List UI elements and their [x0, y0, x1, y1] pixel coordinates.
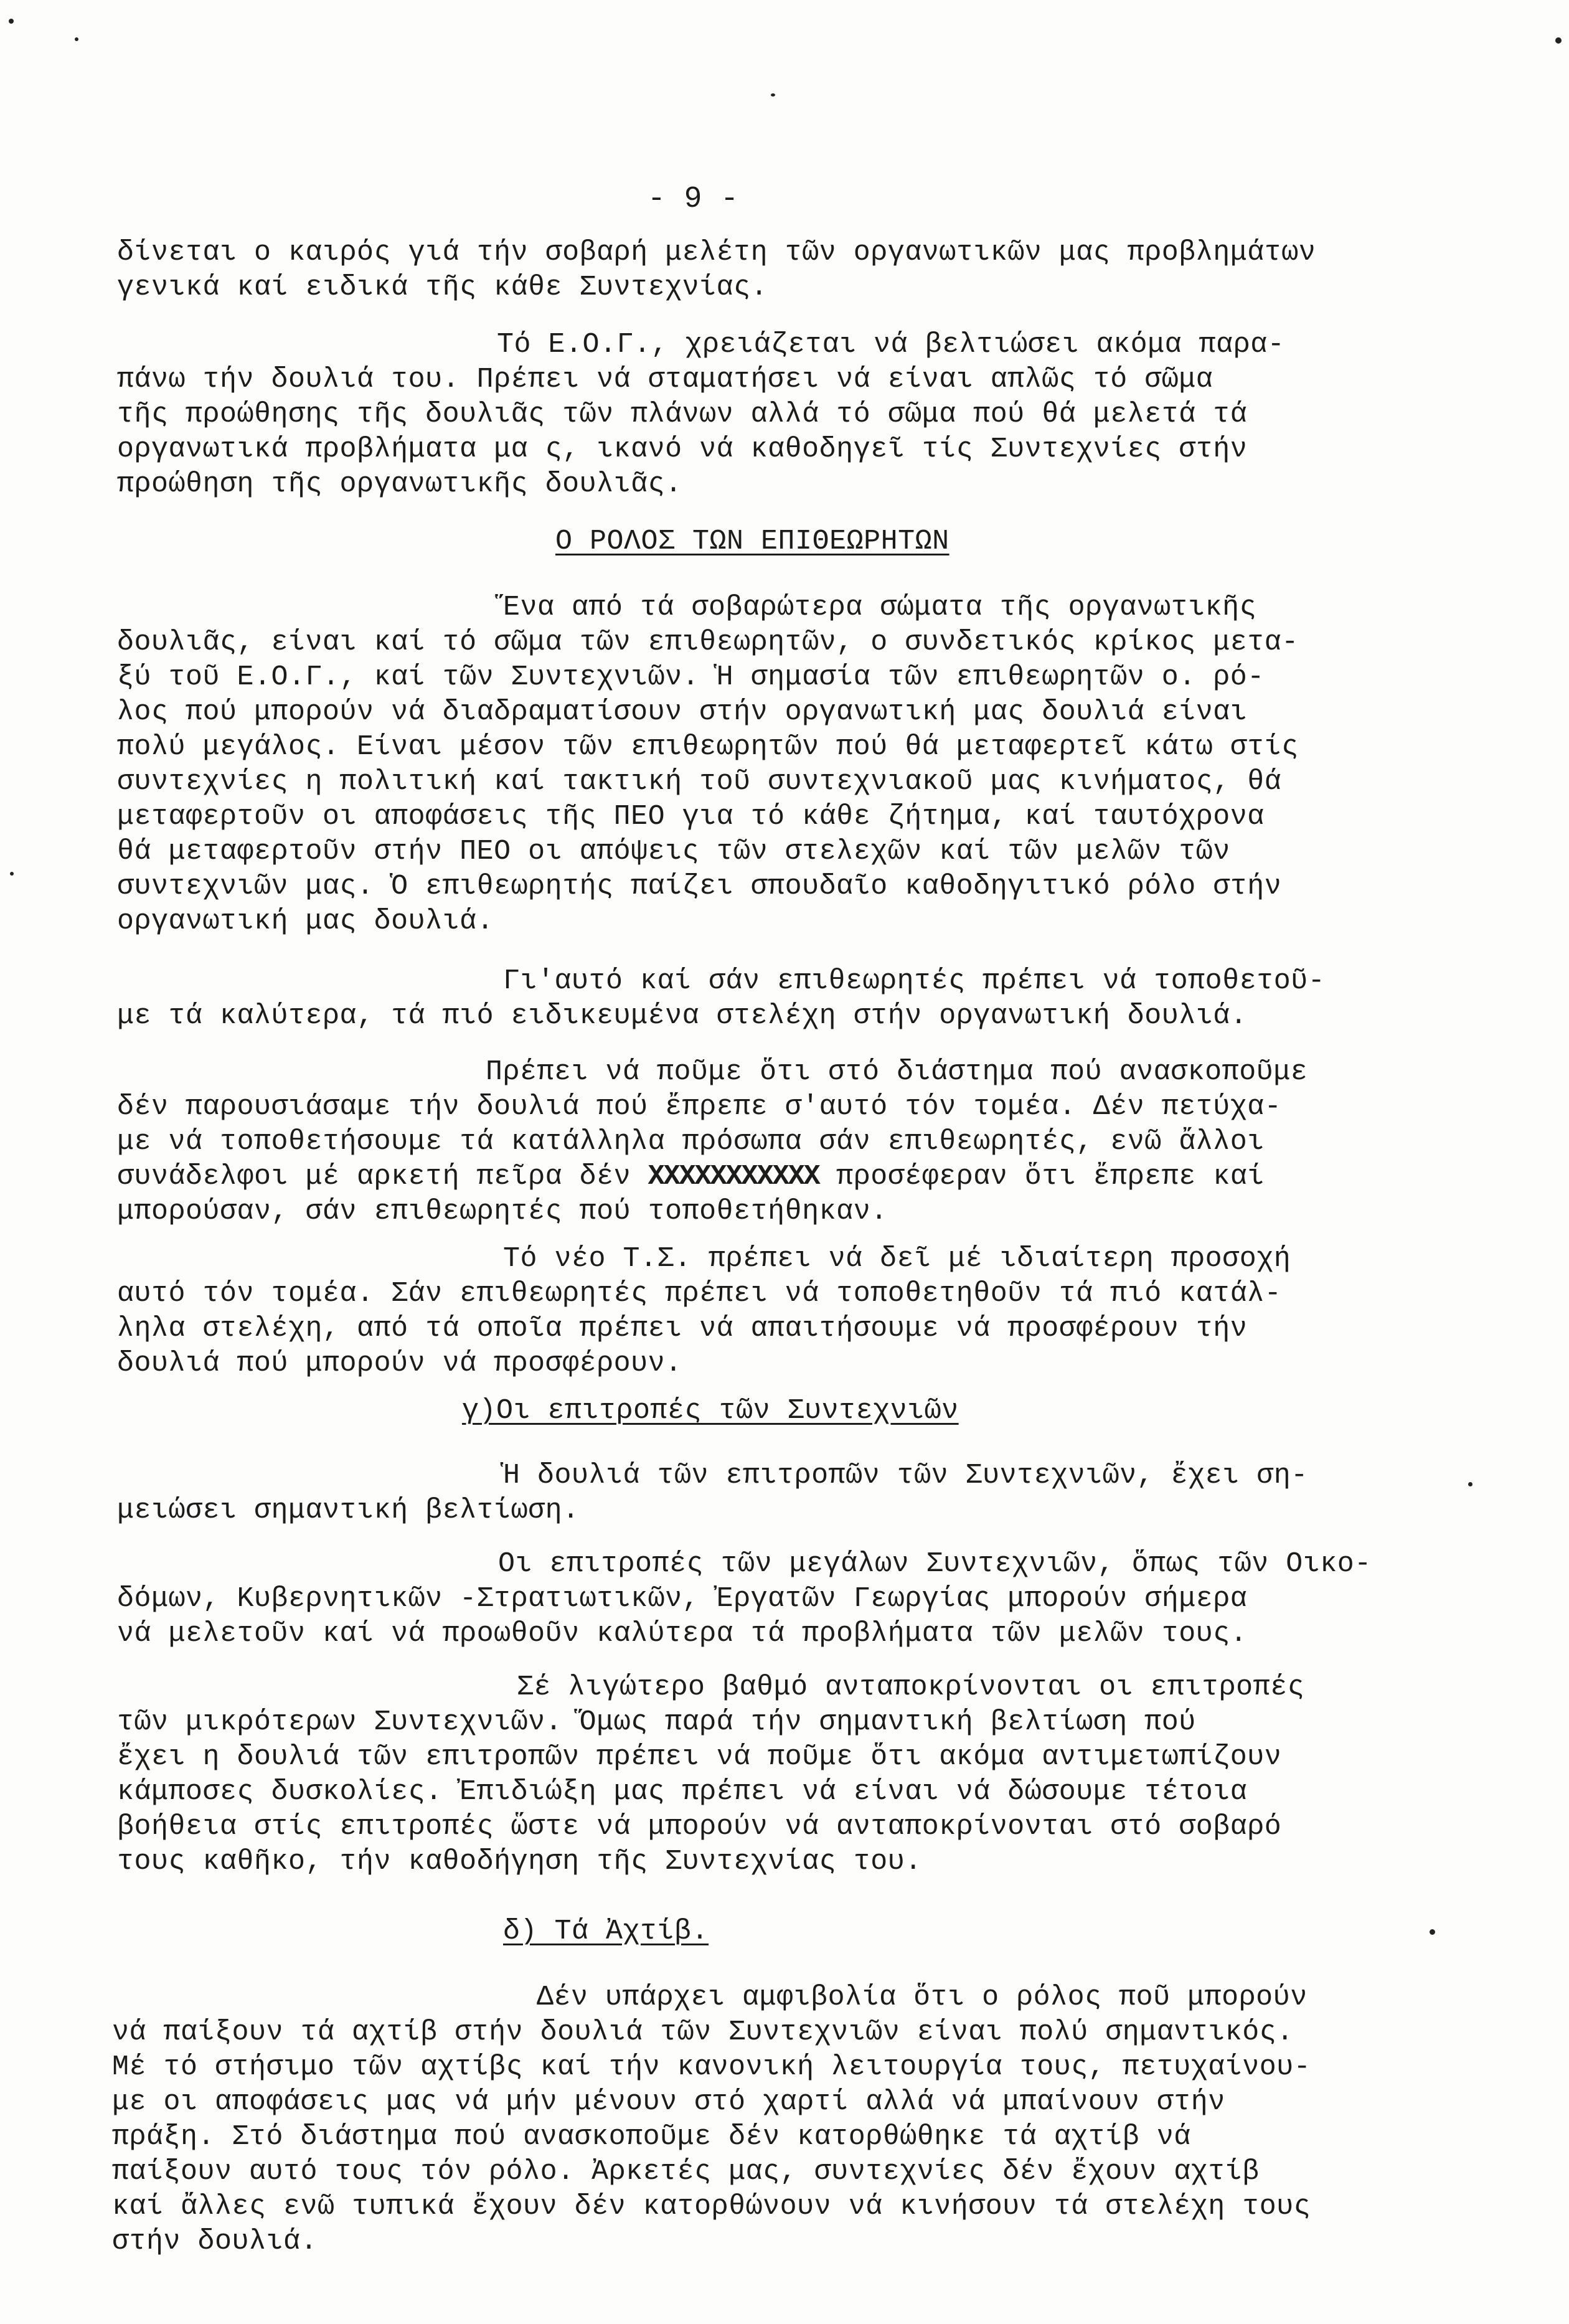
scan-speck	[75, 37, 78, 41]
scan-speck	[1555, 37, 1562, 44]
text-line: τῶν μικρότερων Συντεχνιῶν. Ὅμως παρά τήν σημαντική βελτίωση πού	[117, 1706, 1196, 1738]
text-line: Μέ τό στήσιμο τῶν αχτίβς καί τήν κανονική λειτουργία τους, πετυχαίνου-	[112, 2051, 1311, 2083]
scan-speck	[771, 93, 775, 97]
text-line: οργανωτική μας δουλιά.	[117, 905, 494, 937]
section-heading: γ)Οι επιτροπές τῶν Συντεχνιῶν	[462, 1395, 959, 1427]
text-line	[117, 1160, 1265, 1194]
text-line: παίξουν αυτό τους τόν ρόλο. Ἀρκετές μας, συντεχνίες δέν ἔχουν αχτίβ	[112, 2156, 1260, 2188]
text-line: καί ἄλλες ενῶ τυπικά ἔχουν δέν κατορθώνουν νά κινήσουν τά στελέχη τους	[112, 2191, 1311, 2222]
text-line: γενικά καί ειδικά τῆς κάθε Συντεχνίας.	[117, 272, 768, 303]
text-line: Σέ λιγώτερο βαθμό ανταποκρίνονται οι επιτροπές	[517, 1671, 1305, 1703]
text-segment: συνάδελφοι μέ αρκετή πεῖρα δέν	[117, 1161, 631, 1193]
text-line: δέν παρουσιάσαμε τήν δουλιά πού ἔπρεπε σ'αυτό τόν τομέα. Δέν πετύχα-	[117, 1091, 1282, 1123]
text-line: Ἕνα από τά σοβαρώτερα σώματα τῆς οργανωτικῆς	[503, 592, 1257, 623]
text-line: δουλιά πού μπορούν νά προσφέρουν.	[117, 1348, 682, 1379]
text-line: Οι επιτροπές τῶν μεγάλων Συντεχνιῶν, ὅπως τῶν Οικο-	[498, 1548, 1372, 1580]
text-line: δουλιᾶς, είναι καί τό σῶμα τῶν επιθεωρητῶν, ο συνδετικός κρίκος μετα-	[117, 626, 1299, 658]
text-line: Ἡ δουλιά τῶν επιτροπῶν τῶν Συντεχνιῶν, ἔχει ση-	[503, 1460, 1308, 1491]
text-line: δόμων, Κυβερνητικῶν -Στρατιωτικῶν, Ἐργατῶν Γεωργίας μπορούν σήμερα	[117, 1583, 1248, 1615]
text-line: πάνω τήν δουλιά του. Πρέπει νά σταματήσει νά είναι απλῶς τό σῶμα	[117, 364, 1213, 395]
text-line: προώθηση τῆς οργανωτικῆς δουλιᾶς.	[117, 468, 682, 500]
section-heading: Ο ΡΟΛΟΣ ΤΩΝ ΕΠΙΘΕΩΡΗΤΩΝ	[555, 526, 949, 557]
text-line: πράξη. Στό διάστημα πού ανασκοποῦμε δέν κατορθώθηκε τά αχτίβ νά	[112, 2121, 1191, 2153]
text-line: συντεχνιῶν μας. Ὁ επιθεωρητής παίζει σπουδαῖο καθοδηγιτικό ρόλο στήν	[117, 871, 1282, 902]
text-segment: προσέφεραν ὅτι ἔπρεπε καί	[819, 1161, 1265, 1193]
text-line: Τό Ε.Ο.Γ., χρειάζεται νά βελτιώσει ακόμα παρα-	[497, 329, 1285, 361]
text-line: Πρέπει νά ποῦμε ὅτι στό διάστημα πού ανασκοποῦμε	[486, 1056, 1308, 1088]
text-line: μεταφερτοῦν οι αποφάσεις τῆς ΠΕΟ για τό κάθε ζήτημα, καί ταυτόχρονα	[117, 801, 1265, 833]
text-line: Γι'αυτό καί σάν επιθεωρητές πρέπει νά τοποθετοῦ-	[503, 965, 1326, 997]
text-line: συντεχνίες η πολιτική καί τακτική τοῦ συντεχνιακοῦ μας κινήματος, θά	[117, 766, 1282, 798]
text-line: τους καθῆκο, τήν καθοδήγηση τῆς Συντεχνίας του.	[117, 1846, 922, 1878]
scan-speck	[9, 19, 14, 24]
text-line: πολύ μεγάλος. Είναι μέσον τῶν επιθεωρητῶν πού θά μεταφερτεῖ κάτω στίς	[117, 731, 1299, 763]
text-line: Δέν υπάρχει αμφιβολία ὅτι ο ρόλος ποῦ μπορούν	[537, 1982, 1308, 2013]
text-line: κάμποσες δυσκολίες. Ἐπιδιώξη μας πρέπει νά είναι νά δώσουμε τέτοια	[117, 1776, 1248, 1808]
scan-speck	[1468, 1482, 1472, 1486]
struck-out-text: XXXXXXXXXXX	[648, 1161, 819, 1193]
text-line: μειώσει σημαντική βελτίωση.	[117, 1495, 580, 1526]
text-line: με νά τοποθετήσουμε τά κατάλληλα πρόσωπα σάν επιθεωρητές, ενῶ ἄλλοι	[117, 1126, 1265, 1158]
text-line: οργανωτικά προβλήματα μα ς, ικανό νά καθοδηγεῖ τίς Συντεχνίες στήν	[117, 433, 1248, 465]
text-line: ληλα στελέχη, από τά οποῖα πρέπει νά απαιτήσουμε νά προσφέρουν τήν	[117, 1313, 1248, 1344]
text-line: με οι αποφάσεις μας νά μήν μένουν στό χαρτί αλλά νά μπαίνουν στήν	[112, 2086, 1225, 2118]
text-line: νά παίξουν τά αχτίβ στήν δουλιά τῶν Συντεχνιῶν είναι πολύ σημαντικός.	[112, 2016, 1294, 2048]
text-line: βοήθεια στίς επιτροπές ὥστε νά μπορούν νά ανταποκρίνονται στό σοβαρό	[117, 1811, 1282, 1843]
text-line: θά μεταφερτοῦν στήν ΠΕΟ οι απόψεις τῶν στελεχῶν καί τῶν μελῶν τῶν	[117, 836, 1230, 867]
text-line: νά μελετοῦν καί νά προωθοῦν καλύτερα τά προβλήματα τῶν μελῶν τους.	[117, 1618, 1248, 1650]
text-line: δίνεται ο καιρός γιά τήν σοβαρή μελέτη τῶν οργανωτικῶν μας προβλημάτων	[117, 237, 1316, 268]
text-line: ἔχει η δουλιά τῶν επιτροπῶν πρέπει νά ποῦμε ὅτι ακόμα αντιμετωπίζουν	[117, 1741, 1282, 1773]
text-line: αυτό τόν τομέα. Σάν επιθεωρητές πρέπει νά τοποθετηθοῦν τά πιό κατάλ-	[117, 1278, 1282, 1310]
text-line: με τά καλύτερα, τά πιό ειδικευμένα στελέχη στήν οργανωτική δουλιά.	[117, 1000, 1248, 1032]
section-heading: δ) Τά Ἀχτίβ.	[503, 1915, 709, 1947]
text-line: μπορούσαν, σάν επιθεωρητές πού τοποθετήθηκαν.	[117, 1196, 888, 1227]
page-number: - 9 -	[648, 182, 739, 216]
text-line: στήν δουλιά.	[112, 2226, 318, 2257]
text-line: Τό νέο Τ.Σ. πρέπει νά δεῖ μέ ιδιαίτερη προσοχή	[503, 1243, 1291, 1275]
scan-speck	[1430, 1929, 1435, 1935]
text-line: λος πού μπορούν νά διαδραματίσουν στήν οργανωτική μας δουλιά είναι	[117, 696, 1248, 728]
scan-speck	[10, 872, 14, 876]
text-line: ξύ τοῦ Ε.Ο.Γ., καί τῶν Συντεχνιῶν. Ἡ σημασία τῶν επιθεωρητῶν ο. ρό-	[117, 661, 1265, 693]
text-line: τῆς προώθησης τῆς δουλιᾶς τῶν πλάνων αλλά τό σῶμα πού θά μελετά τά	[117, 399, 1248, 430]
